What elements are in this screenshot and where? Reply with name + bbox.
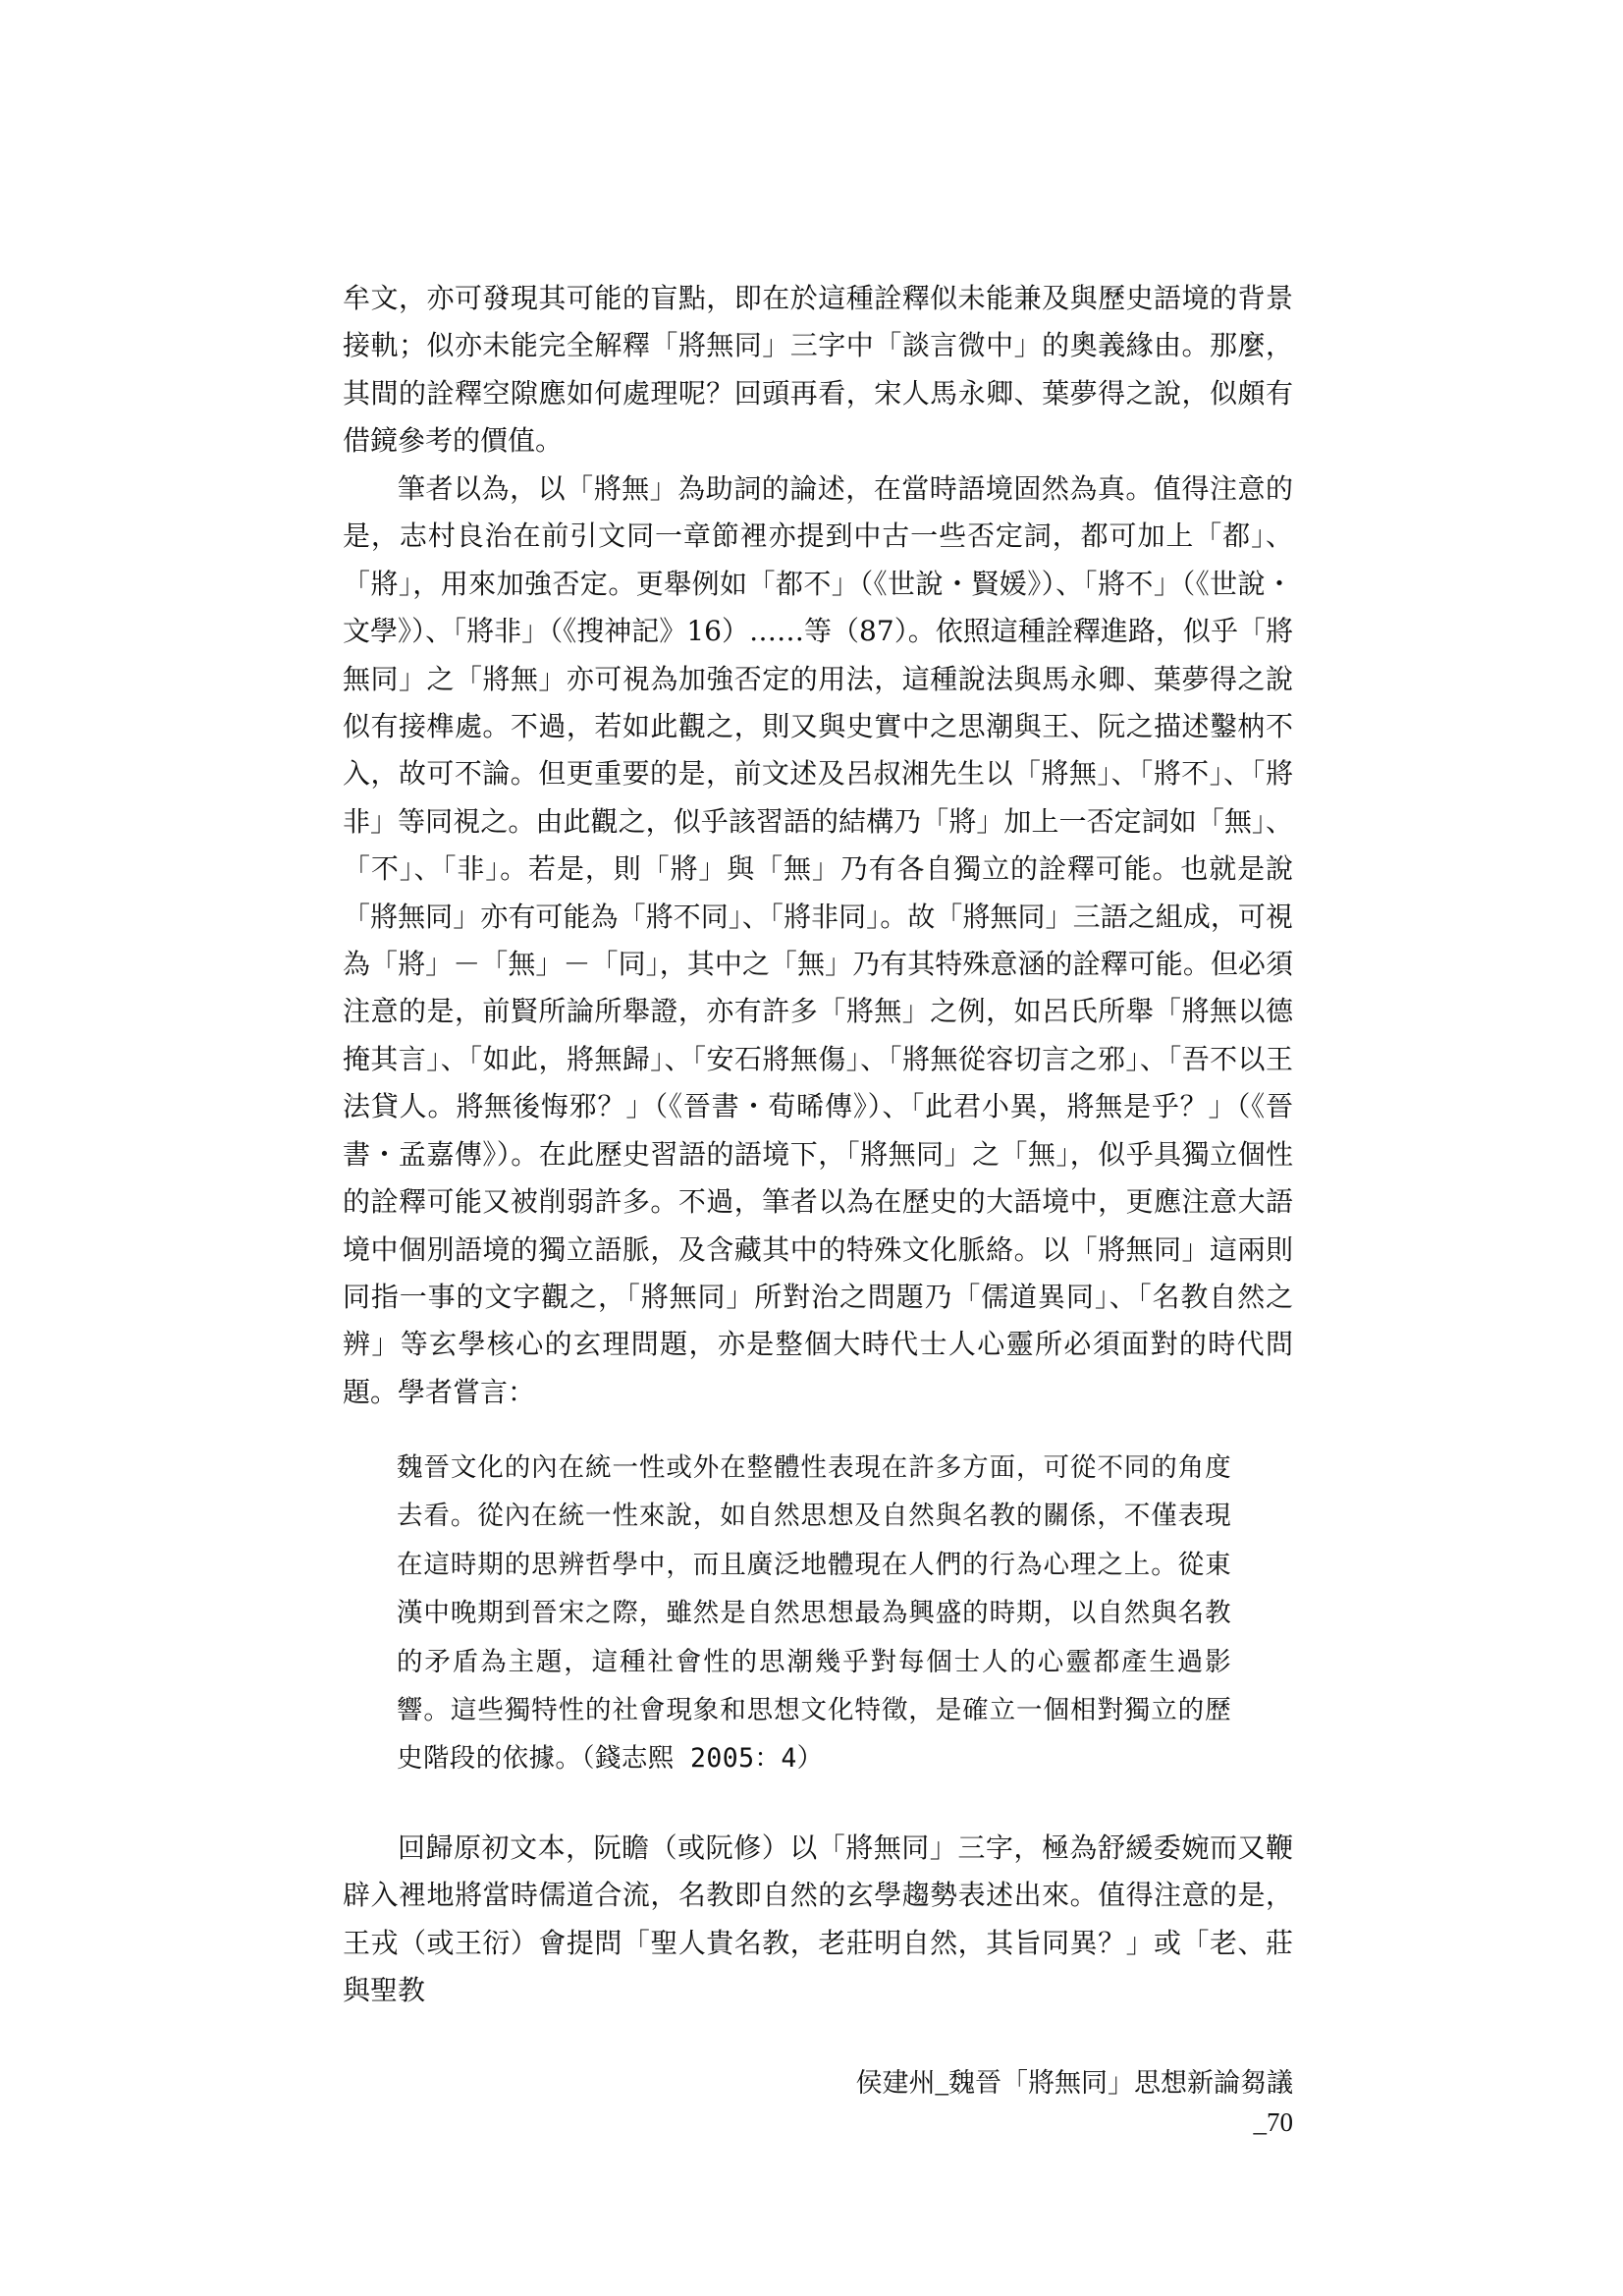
quote-text: 魏晉文化的內在統一性或外在整體性表現在許多方面，可從不同的角度去看。從內在統一性來說，如自然思想及自然與名教的關係，不僅表現在這時期的思辨哲學中，而且廣泛地體現在人們的行為心理之上。從東漢中晚期到晉宋之際，雖然是自然思想最為興盛的時期，以自然與名教的矛盾為主題，這種社會性的思潮幾乎對每個士人的心靈都產生過影響。這些獨特性的社會現象和思想文化特徵，是確立一個相對獨立的歷史階段的依據。（錢志熙 2005：4） — [397, 1452, 1231, 1775]
page-footer — [844, 2063, 1293, 2142]
running-title-page-number: 侯建州_魏晉「將無同」思想新論芻議_70 — [855, 2068, 1293, 2137]
body-paragraph-continuation — [343, 275, 1293, 465]
block-quote — [397, 1444, 1231, 1783]
body-paragraph-main — [343, 465, 1293, 1416]
paragraph-text: 筆者以為，以「將無」為助詞的論述，在當時語境固然為真。值得注意的是，志村良治在前引文同一章節裡亦提到中古一些否定詞，都可加上「都」、「將」，用來加強否定。更舉例如「都不」（《世說・賢媛》）、「將不」（《世說・文學》）、「將非」（《搜神記》16）……等（87）。依照這種詮釋進路，似乎「將無同」之「將無」亦可視為加強否定的用法，這種說法與馬永卿、葉夢得之說似有接榫處。不過，若如此觀之，則又與史實中之思潮與王、阮之描述鑿枘不入，故可不論。但更重要的是，前文述及呂叔湘先生以「將無」、「將不」、「將非」等同視之。由此觀之，似乎該習語的結構乃「將」加上一否定詞如「無」、「不」、「非」。若是，則「將」與「無」乃有各自獨立的詮釋可能。也就是說「將無同」亦有可能為「將不同」、「將非同」。故「將無同」三語之組成，可視為「將」－「無」－「同」，其中之「無」乃有其特殊意涵的詮釋可能。但必須注意的是，前賢所論所舉證，亦有許多「將無」之例，如呂氏所舉「將無以德掩其言」、「如此，將無歸」、「安石將無傷」、「將無從容切言之邪」、「吾不以王法貸人。將無後悔邪？」（《晉書・荀晞傳》）、「此君小異，將無是乎？」（《晉書・孟嘉傳》）。在此歷史習語的語境下，「將無同」之「無」，似乎具獨立個性的詮釋可能又被削弱許多。不過，筆者以為在歷史的大語境中，更應注意大語境中個別語境的獨立語脈，及含藏其中的特殊文化脈絡。以「將無同」這兩則同指一事的文字觀之，「將無同」所對治之問題乃「儒道異同」、「名教自然之辨」等玄學核心的玄理問題，亦是整個大時代士人心靈所必須面對的時代問題。學者嘗言： — [343, 472, 1293, 1408]
paragraph-text: 回歸原初文本，阮瞻（或阮修）以「將無同」三字，極為舒緩委婉而又鞭辟入裡地將當時儒道合流，名教即自然的玄學趨勢表述出來。值得注意的是，王戎（或王衍）會提問「聖人貴名教，老莊明自然，其旨同異？」或「老、莊與聖教 — [343, 1831, 1293, 2007]
body-paragraph-after-quote — [343, 1825, 1293, 2015]
paragraph-text: 牟文，亦可發現其可能的盲點，即在於這種詮釋似未能兼及與歷史語境的背景接軌；似亦未能完全解釋「將無同」三字中「談言微中」的奧義緣由。那麼，其間的詮釋空隙應如何處理呢？回頭再看，宋人馬永卿、葉夢得之說，似頗有借鏡參考的價值。 — [343, 282, 1293, 458]
